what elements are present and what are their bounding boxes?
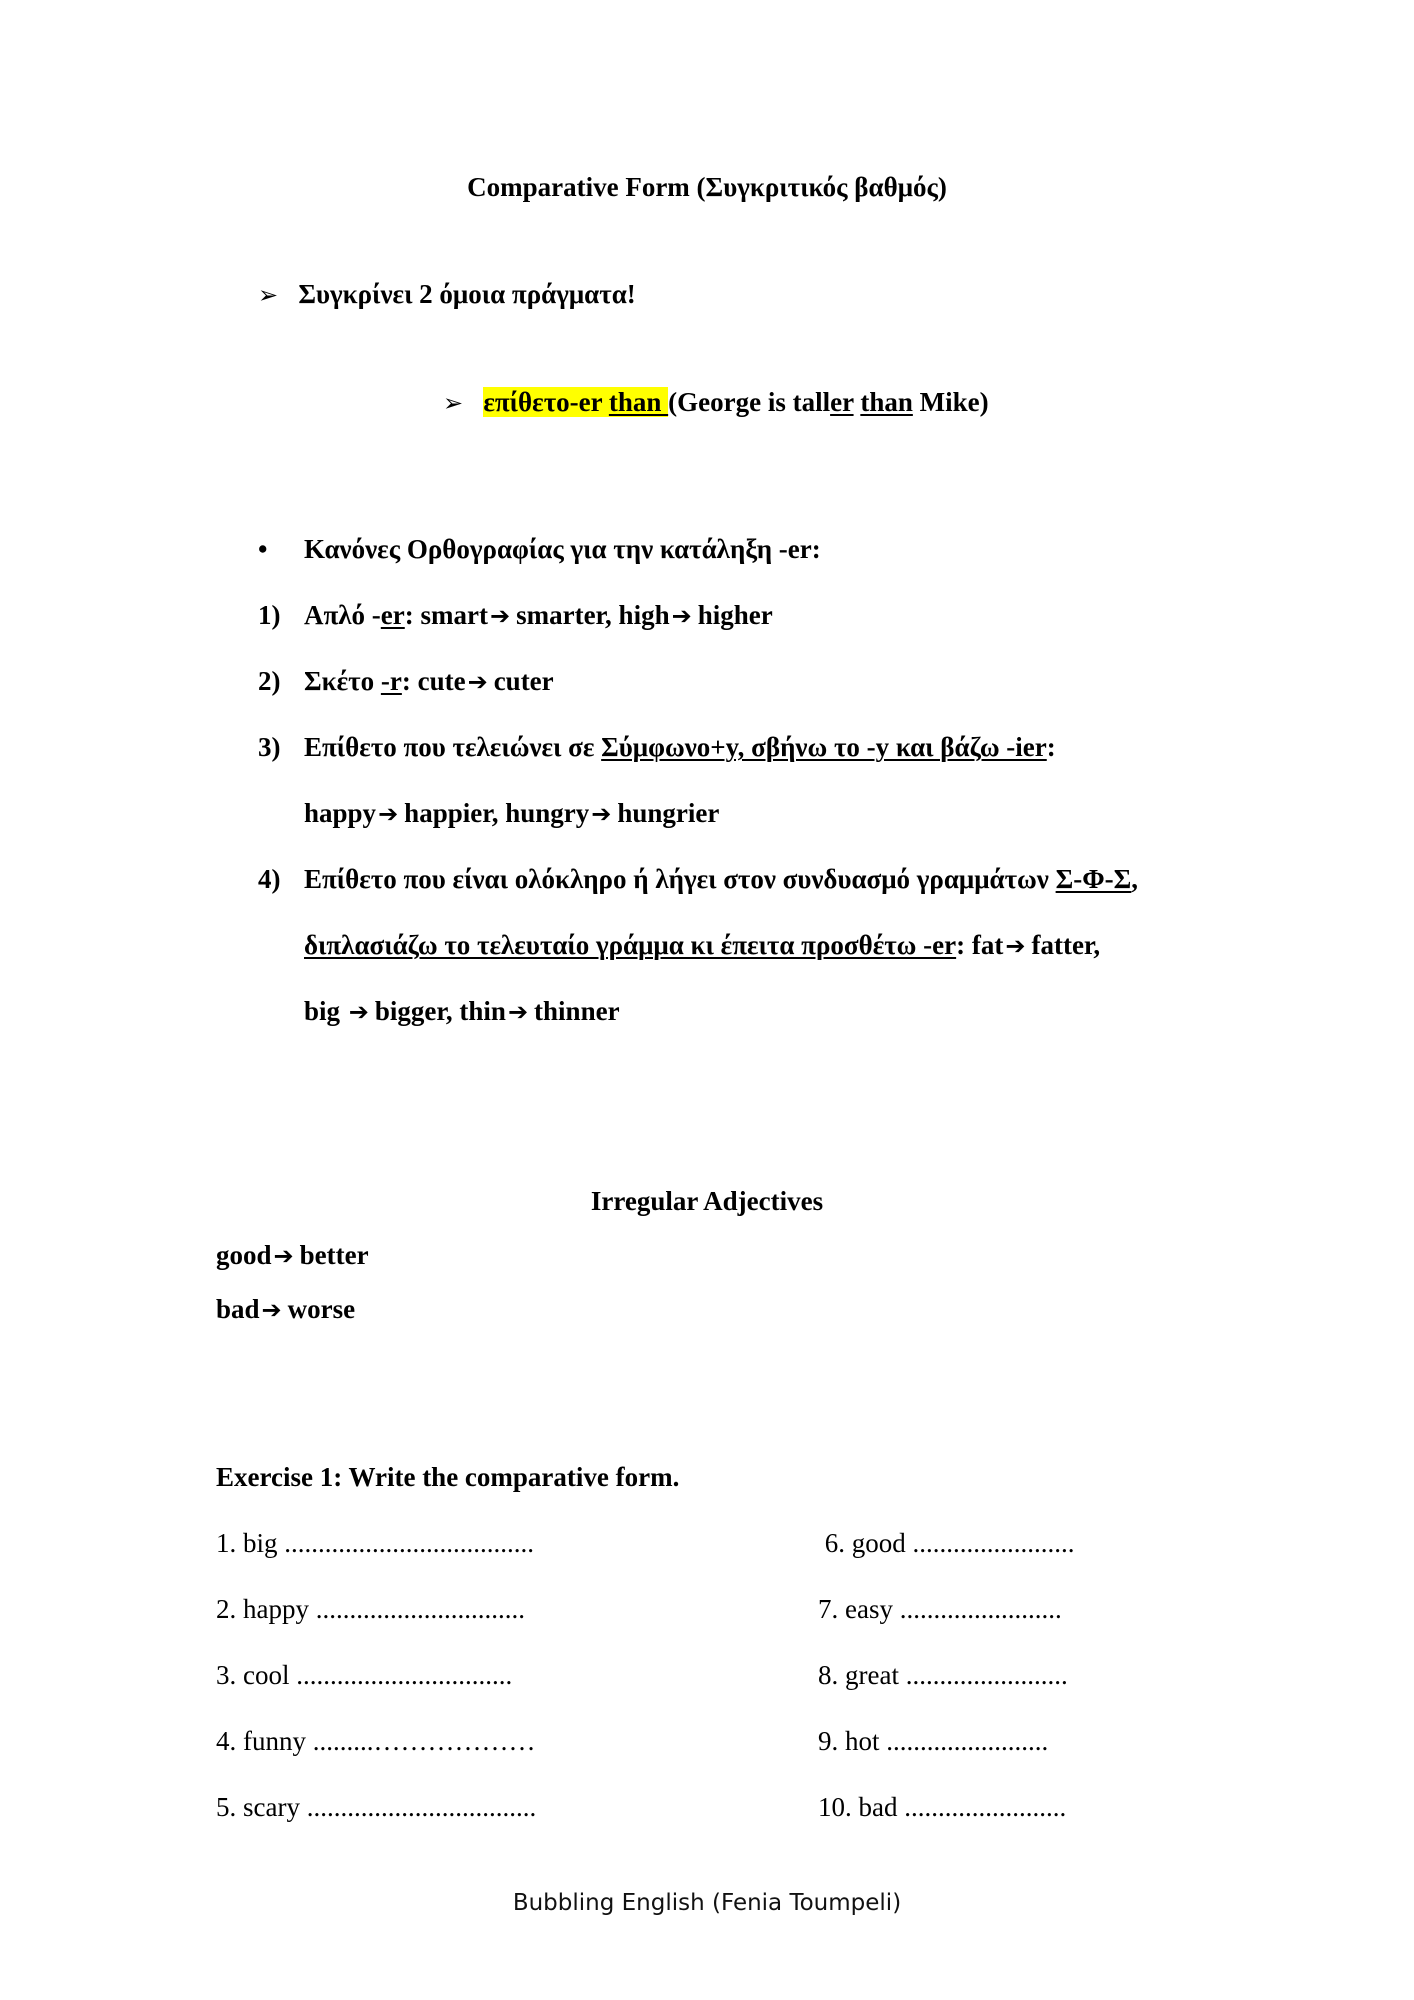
rule-4-example-b: fatter, xyxy=(1031,930,1101,960)
rule-4-line-2 xyxy=(304,930,1100,961)
exercise-item: 5. scary .................................. xyxy=(216,1792,537,1822)
rule-2-post: : cute xyxy=(401,666,466,696)
rule-1-post: : smart xyxy=(404,600,488,630)
rule-1-example-a: smarter, high xyxy=(516,600,670,630)
bullet-dot-icon: • xyxy=(258,534,268,564)
irregular-bad-comparative: worse xyxy=(287,1294,356,1324)
arrow-right-icon: ➔ xyxy=(261,1296,282,1324)
irregular-good-base: good xyxy=(216,1240,272,1270)
rule-1 xyxy=(258,600,773,631)
formula-example-than: than xyxy=(860,387,913,417)
formula-example-close: Mike) xyxy=(912,387,989,417)
formula-highlight xyxy=(483,387,668,417)
rule-4-example-a2: big xyxy=(304,996,347,1026)
rule-3-number: 3) xyxy=(258,732,281,762)
formula-example-open: (George is tall xyxy=(668,387,831,417)
rule-3-pre: Επίθετο που τελειώνει σε xyxy=(304,732,602,762)
rule-3-example-c: hungrier xyxy=(617,798,720,828)
rule-4-line-3 xyxy=(304,996,620,1027)
rule-3-underlined: Σύμφωνο+y, σβήνω το -y και βάζω -ier xyxy=(601,732,1047,762)
formula-line xyxy=(443,387,989,418)
rule-1-number: 1) xyxy=(258,600,281,630)
rule-2-underlined: -r xyxy=(380,666,402,696)
rule-4 xyxy=(258,864,1138,895)
point-compare-text: Συγκρίνει 2 όμοια πράγματα! xyxy=(298,279,636,309)
arrow-right-icon: ➔ xyxy=(378,800,399,828)
formula-example-er: er xyxy=(830,387,854,417)
rule-3 xyxy=(258,732,1056,763)
arrow-right-icon: ➔ xyxy=(1005,932,1026,960)
formula-adjective-er: επίθετο-er xyxy=(483,387,609,417)
exercise-item: 9. hot ........................ xyxy=(818,1726,1049,1756)
arrow-right-icon: ➔ xyxy=(671,602,692,630)
rule-1-example-b: higher xyxy=(697,600,773,630)
arrow-right-icon: ➔ xyxy=(489,602,511,630)
rule-2-number: 2) xyxy=(258,666,281,696)
rule-3-post: : xyxy=(1046,732,1056,762)
rule-4-underlined-2: διπλασιάζω το τελευταίο γράμμα κι έπειτα προσθέτω -er xyxy=(304,930,957,960)
formula-than: than xyxy=(608,387,669,417)
exercise-item: 8. great ........................ xyxy=(818,1660,1068,1690)
rule-4-example-c2: thinner xyxy=(534,996,620,1026)
rule-1-pre: Απλό - xyxy=(304,600,381,630)
exercise-item: 10. bad ........................ xyxy=(818,1792,1067,1822)
irregular-good xyxy=(216,1240,369,1271)
irregular-bad-base: bad xyxy=(216,1294,260,1324)
rules-heading-text: Κανόνες Ορθογραφίας για την κατάληξη -er: xyxy=(304,534,821,564)
point-compare xyxy=(258,279,636,310)
irregular-bad xyxy=(216,1294,355,1325)
rule-4-pre: Επίθετο που είναι ολόκληρο ή λήγει στον συνδυασμό γραμμάτων xyxy=(304,864,1056,894)
arrow-right-icon: ➔ xyxy=(591,800,612,828)
rule-3-examples xyxy=(304,798,719,829)
rule-4-example-b2: bigger, thin xyxy=(374,996,506,1026)
arrow-right-icon: ➔ xyxy=(507,998,529,1026)
exercise-title: Exercise 1: Write the comparative form. xyxy=(216,1462,680,1492)
rule-4-post: , xyxy=(1131,864,1139,894)
exercise-item: 7. easy ........................ xyxy=(818,1594,1062,1624)
page-title: Comparative Form (Συγκριτικός βαθμός) xyxy=(467,172,947,202)
irregular-good-comparative: better xyxy=(299,1240,369,1270)
rule-1-underlined: er xyxy=(380,600,405,630)
rule-2-example-a: cuter xyxy=(493,666,554,696)
rule-4-underlined: Σ-Φ-Σ xyxy=(1055,864,1132,894)
rule-3-example-a: happy xyxy=(304,798,377,828)
arrow-right-icon: ➔ xyxy=(273,1242,294,1270)
rule-3-example-b: happier, hungry xyxy=(404,798,590,828)
rules-heading xyxy=(258,534,821,565)
arrow-right-icon: ➔ xyxy=(467,668,488,696)
irregular-title: Irregular Adjectives xyxy=(590,1186,824,1216)
exercise-item: 3. cool ................................ xyxy=(216,1660,513,1690)
rule-2-pre: Σκέτο xyxy=(304,666,381,696)
exercise-item: 6. good ........................ xyxy=(818,1528,1075,1558)
rule-2 xyxy=(258,666,554,697)
arrow-right-icon: ➔ xyxy=(348,998,369,1026)
rule-4-post-2: : fat xyxy=(956,930,1004,960)
rule-4-number: 4) xyxy=(258,864,281,894)
page-footer: Bubbling English (Fenia Toumpeli) xyxy=(512,1890,902,1916)
exercise-item: 4. funny .........……………… xyxy=(216,1726,536,1756)
exercise-item: 2. happy ............................... xyxy=(216,1594,525,1624)
exercise-item: 1. big ..................................... xyxy=(216,1528,535,1558)
arrowhead-bullet-icon: ➢ xyxy=(258,281,279,309)
arrowhead-bullet-icon: ➢ xyxy=(443,389,464,417)
